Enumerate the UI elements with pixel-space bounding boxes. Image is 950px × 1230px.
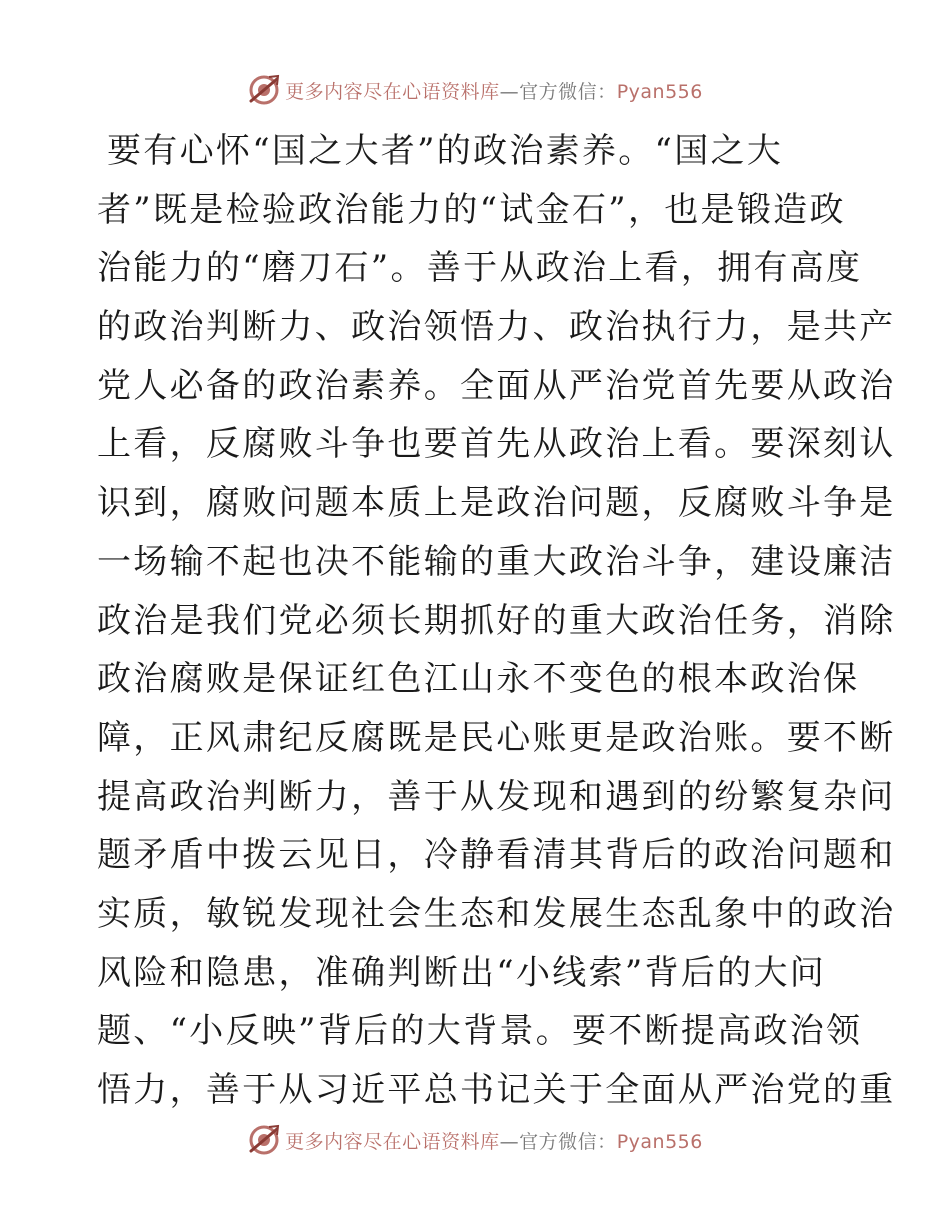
text-line: 风险和隐患，准确判断出“小线索”背后的大问: [97, 952, 827, 993]
text-line: 上看，反腐败斗争也要首先从政治上看。要深刻认: [97, 424, 896, 465]
banner-separator: —: [499, 1130, 520, 1153]
banner-wechat-id: Pyan556: [616, 80, 703, 103]
text-line: 政治是我们党必须长期抓好的重大政治任务，消除: [97, 600, 896, 641]
banner-title: 更多内容尽在心语资料库: [285, 80, 500, 103]
banner-wechat-id: Pyan556: [616, 1130, 703, 1153]
text-line: 题、“小反映”背后的大背景。要不断提高政治领: [97, 1011, 863, 1052]
document-body: [97, 122, 896, 1120]
banner-separator: —: [499, 80, 520, 103]
text-line: 题矛盾中拨云见日，冷静看清其背后的政治问题和: [97, 835, 896, 876]
text-line: 一场输不起也决不能输的重大政治斗争，建设廉洁: [97, 541, 896, 582]
pen-circle-logo-icon: [247, 1123, 281, 1157]
banner-label: 官方微信：: [519, 1130, 617, 1153]
text-line: 识到，腐败问题本质上是政治问题，反腐败斗争是: [97, 483, 896, 524]
banner-label: 官方微信：: [519, 80, 617, 103]
text-line: 治能力的“磨刀石”。善于从政治上看，拥有高度: [97, 248, 863, 289]
text-line: 障，正风肃纪反腐既是民心账更是政治账。要不断: [97, 717, 896, 758]
text-line: 的政治判断力、政治领悟力、政治执行力，是共产: [97, 307, 896, 348]
text-line: 党人必备的政治素养。全面从严治党首先要从政治: [97, 365, 896, 406]
text-line: 者”既是检验政治能力的“试金石”，也是锻造政: [97, 189, 846, 230]
banner-text: [285, 1127, 703, 1154]
footer-banner: [0, 1120, 950, 1160]
banner-title: 更多内容尽在心语资料库: [285, 1130, 500, 1153]
banner-text: [285, 77, 703, 104]
pen-circle-logo-icon: [247, 73, 281, 107]
text-line: 要有心怀“国之大者”的政治素养。“国之大: [107, 131, 784, 171]
text-line: 悟力，善于从习近平总书记关于全面从严治党的重: [97, 1070, 896, 1110]
text-line: 提高政治判断力，善于从发现和遇到的纷繁复杂问: [97, 776, 896, 817]
text-line: 实质，敏锐发现社会生态和发展生态乱象中的政治: [97, 893, 896, 934]
text-line: 政治腐败是保证红色江山永不变色的根本政治保: [97, 659, 860, 700]
header-banner: [0, 70, 950, 110]
